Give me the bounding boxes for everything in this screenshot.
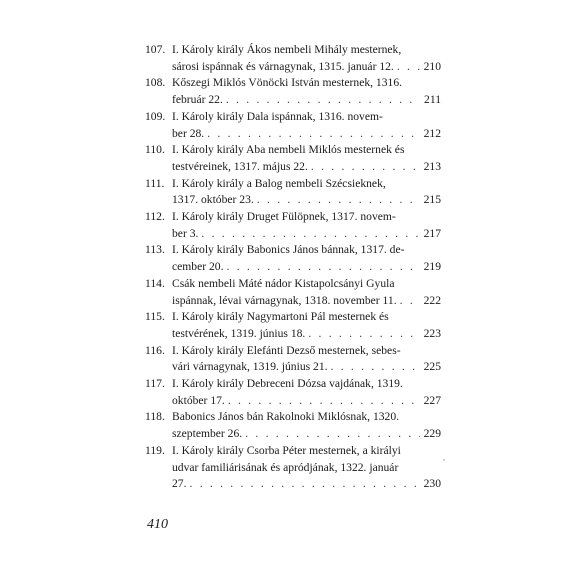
entry-number: 119. (145, 443, 165, 457)
entry-body (172, 176, 441, 209)
entry-last-line (172, 159, 441, 176)
entry-last-line (172, 126, 441, 143)
margin-mark: , (443, 453, 445, 462)
toc-entry (145, 309, 441, 342)
entry-page-number: 212 (423, 126, 441, 140)
toc-entry (145, 75, 441, 108)
entry-body (172, 109, 441, 142)
entry-number: 117. (145, 377, 165, 391)
toc-entry (145, 376, 441, 409)
entry-body (172, 75, 441, 108)
dot-leader (226, 92, 420, 109)
toc-entry (145, 142, 441, 175)
entry-page-number: 230 (423, 477, 441, 491)
dot-leader (207, 126, 420, 143)
entry-title-line: I. Károly király Babonics János bánnak, 1317. de- (172, 243, 405, 257)
entry-last-line (172, 92, 441, 109)
entry-number: 113. (145, 243, 165, 257)
entry-number: 108. (145, 76, 166, 90)
toc-entry (145, 209, 441, 242)
entry-body (172, 276, 441, 309)
toc-entry (145, 343, 441, 376)
entry-title-line: Csák nembeli Máté nádor Kistapolcsányi Gyula (172, 276, 395, 290)
dot-leader (190, 476, 421, 493)
entry-title-line: I. Károly király Dala ispánnak, 1316. novem- (172, 109, 383, 123)
entry-last-line (172, 426, 441, 443)
dot-leader (397, 59, 420, 76)
toc-entry (145, 176, 441, 209)
dot-leader (201, 226, 420, 243)
entry-number: 115. (145, 310, 165, 324)
entry-title-line: I. Károly király Ákos nembeli Mihály mesternek, (172, 43, 402, 56)
entry-last-line (172, 476, 441, 493)
entry-title-line: sárosi ispánnak és várnagynak, 1315. január 12. (172, 59, 394, 73)
entry-title-line: ispánnak, lévai várnagynak, 1318. november 11. (172, 293, 397, 307)
entry-last-line (172, 393, 441, 410)
dot-leader (227, 259, 420, 276)
entry-last-line (172, 59, 441, 76)
entry-title-line: I. Károly király Nagymartoni Pál mesternek és (172, 310, 389, 324)
entry-title-line: szeptember 26. (172, 427, 243, 441)
toc-entry (145, 109, 441, 142)
entry-body (172, 376, 441, 409)
dot-leader (331, 359, 420, 376)
entry-title-line: február 22. (172, 93, 223, 107)
entry-page-number: 210 (423, 59, 441, 73)
entry-title-line: 1317. október 23. (172, 193, 254, 207)
toc-entry (145, 242, 441, 275)
entry-number: 116. (145, 343, 165, 357)
entry-title-line: testvérének, 1319. június 18. (172, 326, 306, 340)
entry-number: 109. (145, 109, 166, 123)
entry-page-number: 229 (423, 427, 441, 441)
entry-body (172, 409, 441, 442)
entry-number: 107. (145, 43, 166, 56)
entry-title-line: I. Károly király a Balog nembeli Szécsieknek, (172, 176, 386, 190)
dot-leader (400, 293, 420, 310)
entry-body (172, 242, 441, 275)
entry-title-line: ber 3. (172, 226, 199, 240)
entry-page-number: 219 (423, 260, 441, 274)
entry-last-line (172, 293, 441, 310)
entry-title-line: vári várnagynak, 1319. június 21. (172, 360, 328, 374)
entry-title-line: október 17. (172, 393, 225, 407)
toc-entry (145, 276, 441, 309)
entry-title-line: I. Károly király Druget Fülöpnek, 1317. novem- (172, 210, 396, 224)
entry-title-line: Kőszegi Miklós Vönöcki István mesternek, 1316. (172, 76, 403, 90)
entry-page-number: 222 (423, 293, 441, 307)
entry-page-number: 227 (423, 393, 441, 407)
entry-number: 110. (145, 143, 165, 157)
entry-title-line: Babonics János bán Rakolnoki Miklósnak, 1320. (172, 410, 400, 424)
table-of-contents (145, 42, 441, 493)
entry-last-line (172, 259, 441, 276)
entry-body (172, 209, 441, 242)
entry-title-line: ber 28. (172, 126, 205, 140)
entry-last-line (172, 192, 441, 209)
entry-number: 114. (145, 276, 165, 290)
entry-number: 118. (145, 410, 165, 424)
page-number: 410 (147, 517, 168, 532)
entry-title-line: I. Károly király Elefánti Dezső mesternek, sebes- (172, 343, 401, 357)
entry-last-line (172, 326, 441, 343)
toc-entry (145, 409, 441, 442)
dot-leader (228, 393, 420, 410)
entry-page-number: 215 (423, 193, 441, 207)
entry-body (172, 42, 441, 75)
dot-leader (245, 426, 420, 443)
entry-last-line (172, 226, 441, 243)
entry-title-line: I. Károly király Csorba Péter mesternek, a királyi (172, 443, 401, 457)
entry-page-number: 217 (423, 226, 441, 240)
entry-last-line (172, 359, 441, 376)
entry-number: 112. (145, 210, 165, 224)
entry-page-number: 213 (423, 159, 441, 173)
entry-title-line: cember 20. (172, 260, 224, 274)
entry-title-line: I. Károly király Debreceni Dózsa vajdának, 1319. (172, 377, 403, 391)
entry-page-number: 225 (423, 360, 441, 374)
entry-page-number: 223 (423, 326, 441, 340)
entry-body (172, 443, 441, 493)
entry-body (172, 309, 441, 342)
toc-entry (145, 443, 441, 493)
entry-title-line: testvéreinek, 1317. május 22. (172, 159, 308, 173)
entry-title-line: I. Károly király Aba nembeli Miklós mesternek és (172, 143, 405, 157)
entry-body (172, 142, 441, 175)
entry-title-line: udvar familiárisának és apródjának, 1322. január (172, 460, 399, 474)
dot-leader (257, 192, 420, 209)
toc-entry (145, 42, 441, 75)
dot-leader (311, 159, 420, 176)
dot-leader (308, 326, 420, 343)
entry-title-line: 27. (172, 477, 187, 491)
entry-body (172, 343, 441, 376)
entry-number: 111. (145, 176, 165, 190)
entry-page-number: 211 (424, 93, 441, 107)
